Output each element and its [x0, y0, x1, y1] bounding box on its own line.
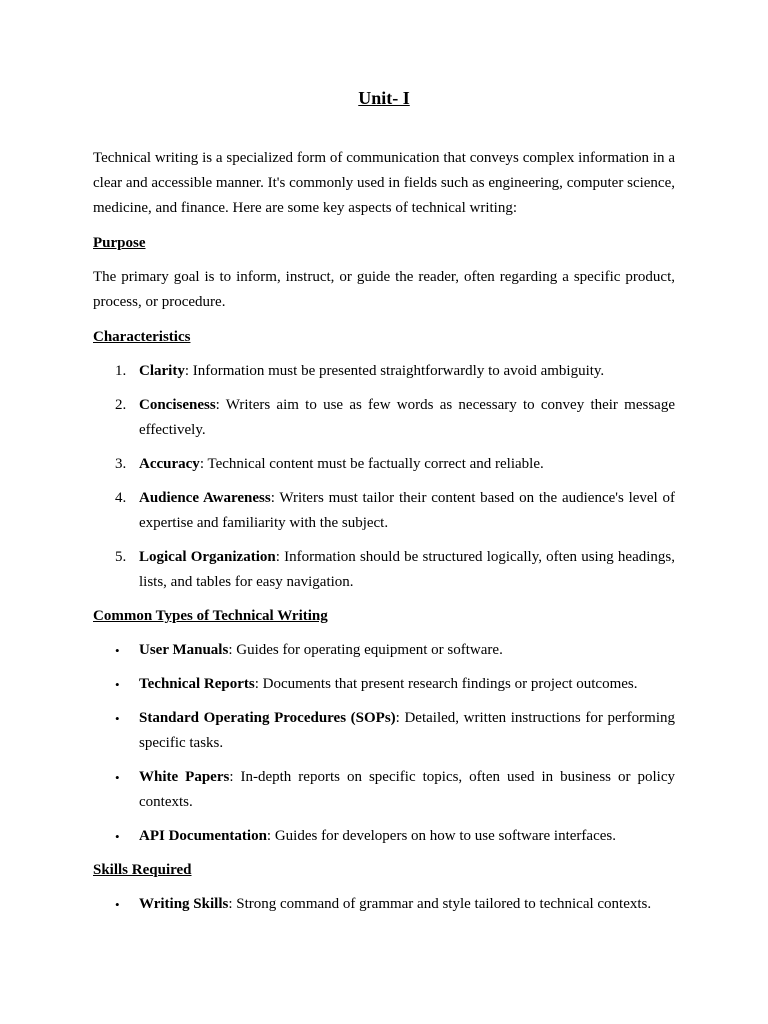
- list-number: 5.: [115, 549, 127, 565]
- list-item-term: User Manuals: [139, 642, 229, 658]
- bullet-icon: •: [115, 770, 120, 785]
- list-item: [93, 486, 675, 536]
- list-item-term: Standard Operating Procedures (SOPs): [139, 710, 396, 726]
- list-item-text: : Writers aim to use as few words as necessary to convey their message effectively.: [139, 397, 675, 438]
- list-item-text: : Documents that present research findings or project outcomes.: [254, 676, 638, 692]
- list-item: [93, 892, 675, 917]
- bullet-icon: •: [115, 711, 120, 726]
- list-item-term: Conciseness: [139, 397, 216, 413]
- bullet-icon: •: [115, 897, 120, 912]
- list-item: [93, 359, 675, 384]
- list-item-term: Writing Skills: [139, 896, 229, 912]
- bullet-icon: •: [115, 643, 120, 658]
- list-item-term: Accuracy: [139, 456, 200, 472]
- purpose-paragraph: The primary goal is to inform, instruct, or guide the reader, often regarding a specific product, process, or procedure.: [93, 269, 675, 310]
- list-item: [93, 824, 675, 849]
- bullet-icon: •: [115, 677, 120, 692]
- characteristics-list: [93, 359, 675, 595]
- list-number: 3.: [115, 456, 127, 472]
- section-heading-types: Common Types of Technical Writing: [93, 608, 328, 624]
- page-title: Unit- I: [358, 88, 410, 108]
- bullet-icon: •: [115, 829, 120, 844]
- list-item-text: : In-depth reports on specific topics, often used in business or policy contexts.: [139, 769, 675, 810]
- list-item: [93, 672, 675, 697]
- list-item-term: Audience Awareness: [139, 490, 271, 506]
- list-item-text: : Information must be presented straightforwardly to avoid ambiguity.: [184, 363, 605, 379]
- list-item: [93, 706, 675, 756]
- list-number: 2.: [115, 397, 127, 413]
- list-number: 1.: [115, 363, 127, 379]
- list-item-term: API Documentation: [139, 828, 267, 844]
- list-item-text: : Strong command of grammar and style tailored to technical contexts.: [228, 896, 652, 912]
- list-item-text: : Technical content must be factually correct and reliable.: [199, 456, 544, 472]
- section-heading-purpose: Purpose: [93, 235, 146, 251]
- list-number: 4.: [115, 490, 127, 506]
- list-item-text: : Information should be structured logically, often using headings, lists, and tables for easy navigation.: [139, 549, 675, 590]
- list-item-term: Technical Reports: [139, 676, 255, 692]
- intro-paragraph: Technical writing is a specialized form of communication that conveys complex information in a clear and accessible manner. It's commonly used in fields such as engineering, computer science, medicine, and finance. Here are some key aspects of technical writing:: [93, 150, 675, 216]
- section-heading-skills: Skills Required: [93, 862, 192, 878]
- list-item: [93, 765, 675, 815]
- list-item-term: Logical Organization: [139, 549, 276, 565]
- list-item-term: Clarity: [139, 363, 185, 379]
- list-item-text: : Guides for operating equipment or software.: [228, 642, 503, 658]
- list-item: [93, 638, 675, 663]
- list-item: [93, 452, 675, 477]
- document-page: [93, 86, 675, 926]
- list-item: [93, 545, 675, 595]
- skills-list: [93, 892, 675, 917]
- list-item: [93, 393, 675, 443]
- section-heading-characteristics: Characteristics: [93, 329, 191, 345]
- list-item-text: : Writers must tailor their content based on the audience's level of expertise and familiarity with the subject.: [139, 490, 676, 531]
- types-list: [93, 638, 675, 849]
- list-item-text: : Guides for developers on how to use software interfaces.: [266, 828, 616, 844]
- list-item-text: : Detailed, written instructions for performing specific tasks.: [139, 710, 675, 751]
- list-item-term: White Papers: [139, 769, 230, 785]
